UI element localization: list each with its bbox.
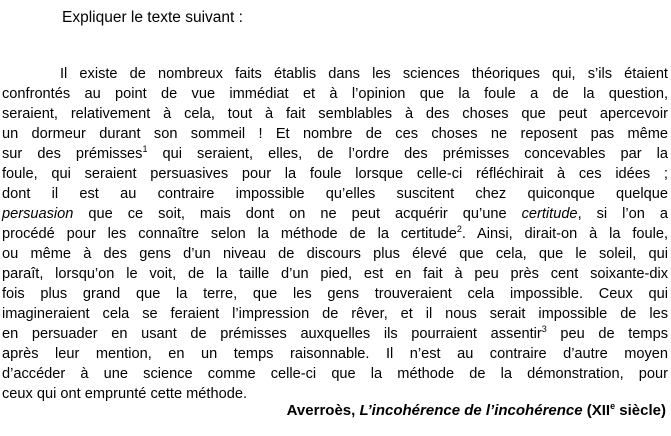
- passage-line: [2, 144, 668, 164]
- passage-line: [2, 324, 668, 344]
- passage-line: [2, 204, 668, 224]
- emphasis-certitude: certitude: [521, 206, 578, 222]
- passage-line: un dormeur durant son sommeil ! Et nombre de ces choses ne reposent pas même: [2, 126, 668, 142]
- passage-segment: qui seraient, elles, de l’ordre des prémisses concevables par la: [147, 146, 668, 162]
- passage-line: confrontés au point de vue immédiat et à l’opinion que la foule a de la question,: [2, 86, 668, 102]
- attribution-century-suffix: e: [610, 401, 616, 411]
- passage-line: fois plus grand que la terre, que les gens trouveraient cela impossible. Ceux qui: [2, 286, 668, 302]
- emphasis-persuasion: persuasion: [2, 206, 74, 222]
- passage-segment: peu de temps: [546, 326, 668, 342]
- passage-line: paraît, lorsqu’on le voit, de la taille d’un pied, est en fait à peu près cent soixante-dix: [2, 266, 668, 282]
- passage-line: dont il est au contraire impossible qu’elles suscitent chez quiconque quelque: [2, 186, 668, 202]
- passage-line: ou même à des gens d’un niveau de discours plus élevé que cela, que le soleil, qui: [2, 246, 668, 262]
- passage-line: imagineraient cela se feraient l’impression de rêver, et il nous serait impossible de les: [2, 306, 668, 322]
- passage-line: foule, qui seraient persuasives pour la foule lorsque celle-ci réfléchirait à ces idées ;: [2, 166, 668, 182]
- passage-segment: . Ainsi, dirait-on à la foule,: [461, 226, 669, 242]
- passage-line: [2, 224, 668, 244]
- footnote-marker: 2: [456, 224, 462, 234]
- passage-segment: procédé pour les connaître selon la méthode de la certitude: [2, 226, 457, 242]
- passage-line: Il existe de nombreux faits établis dans les sciences théoriques qui, s’ils étaient: [60, 66, 668, 82]
- footnote-marker: 3: [541, 324, 547, 334]
- passage-text: [2, 64, 668, 404]
- passage-line: d’accéder à une science comme celle-ci que la méthode de la démonstration, pour: [2, 366, 668, 382]
- passage-segment: , si l’on a: [577, 206, 668, 222]
- passage-line: seraient, relativement à cela, tout à fait semblables à des choses que peut apercevoir: [2, 106, 668, 122]
- passage-segment: en persuader en usant de prémisses auxquelles ils pourraient assentir: [2, 326, 542, 342]
- passage-segment: sur des prémisses: [2, 146, 143, 162]
- attribution-century: (XII: [582, 402, 611, 419]
- attribution-century-close: siècle): [615, 402, 666, 419]
- passage-line: après leur mention, en un temps raisonnable. Il n’est au contraire d’autre moyen: [2, 346, 668, 362]
- passage-segment: que ce soit, mais dont on ne peut acquérir qu’une: [73, 206, 522, 222]
- passage-line: ceux qui ont emprunté cette méthode.: [2, 386, 248, 402]
- footnote-marker: 1: [142, 144, 148, 154]
- attribution-author: Averroès,: [286, 402, 360, 419]
- instruction-heading: Expliquer le texte suivant :: [62, 9, 243, 26]
- attribution-work-title: L’incohérence de l’incohérence: [359, 402, 583, 419]
- source-attribution: [287, 401, 666, 421]
